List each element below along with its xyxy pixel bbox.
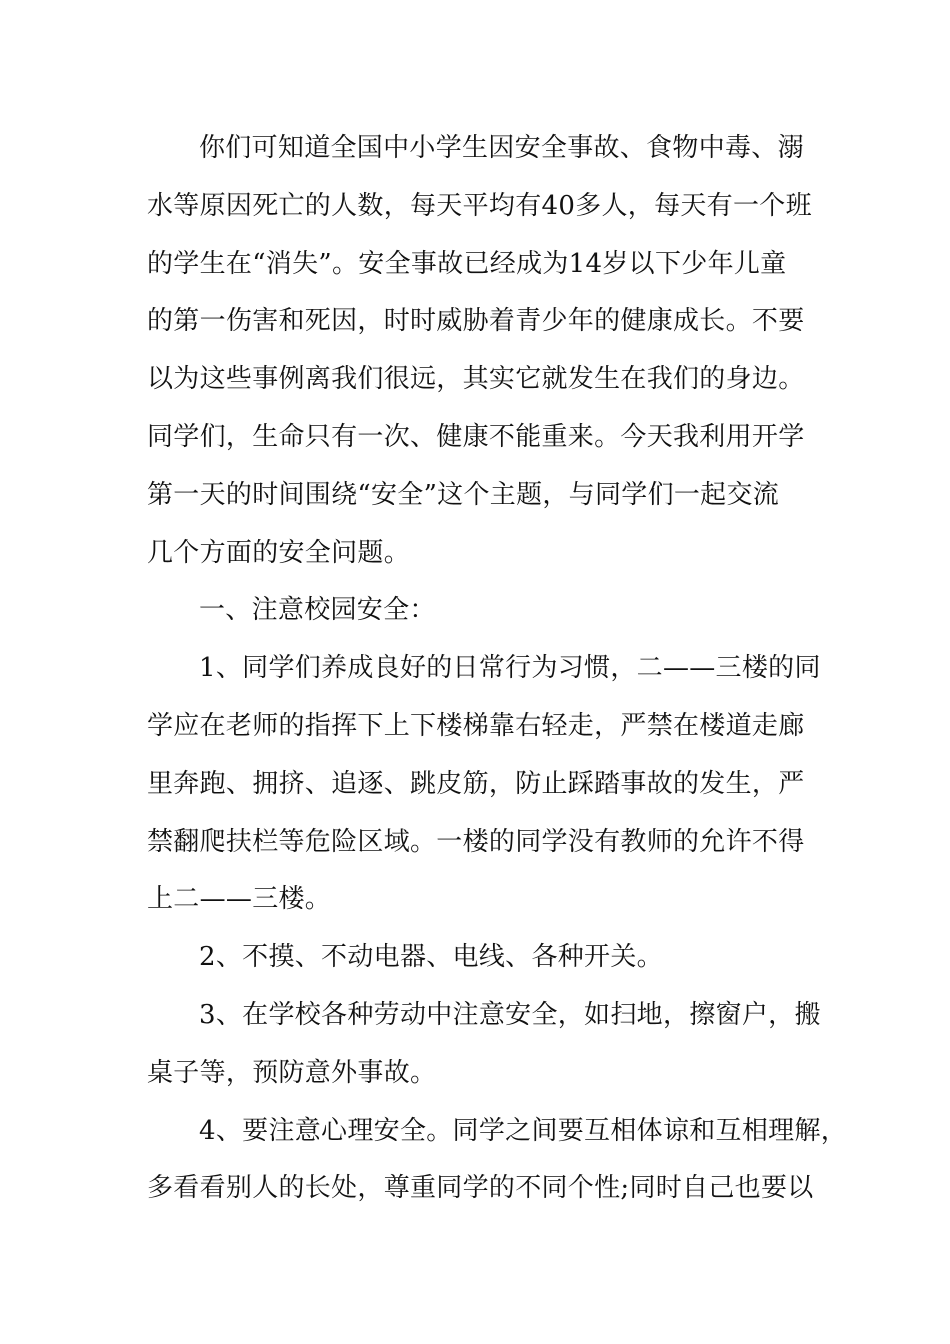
text-line: 同学们，生命只有一次、健康不能重来。今天我利用开学 [147, 421, 805, 452]
text-line: 的第一伤害和死因，时时威胁着青少年的健康成长。不要 [147, 306, 805, 337]
text-line: 几个方面的安全问题。 [147, 537, 411, 568]
text-line: 多看看别人的长处，尊重同学的不同个性;同时自己也要以 [147, 1173, 814, 1204]
text-line: 水等原因死亡的人数，每天平均有40多人，每天有一个班 [147, 190, 812, 221]
paragraph-intro [147, 120, 817, 582]
text-line: 2、不摸、不动电器、电线、各种开关。 [199, 942, 663, 973]
list-item-1 [147, 640, 821, 929]
text-line: 你们可知道全国中小学生因安全事故、食物中毒、溺 [199, 133, 804, 163]
text-line: 3、在学校各种劳动中注意安全，如扫地，擦窗户，搬 [199, 999, 821, 1030]
text-line: 桌子等，预防意外事故。 [147, 1057, 437, 1088]
text-line: 里奔跑、拥挤、追逐、跳皮筋，防止踩踏事故的发生，严 [147, 768, 805, 799]
text-line: 上二——三楼。 [147, 884, 332, 915]
text-line: 学应在老师的指挥下上下楼梯靠右轻走，严禁在楼道走廊 [147, 710, 805, 741]
list-item-3 [147, 987, 821, 1103]
heading-line: 一、注意校园安全： [199, 595, 436, 626]
text-line: 禁翻爬扶栏等危险区域。一楼的同学没有教师的允许不得 [147, 826, 805, 857]
text-line: 4、要注意心理安全。同学之间要互相体谅和互相理解， [199, 1115, 848, 1146]
list-item-2 [147, 929, 817, 987]
text-line: 第一天的时间围绕“安全”这个主题，与同学们一起交流 [147, 479, 780, 510]
list-item-4 [147, 1103, 848, 1219]
text-line: 以为这些事例离我们很远，其实它就发生在我们的身边。 [147, 364, 805, 395]
text-line: 的学生在“消失”。安全事故已经成为14岁以下少年儿童 [147, 248, 787, 279]
document-body [147, 120, 848, 1218]
section-heading [147, 582, 817, 640]
text-line: 1、同学们养成良好的日常行为习惯，二——三楼的同 [199, 653, 821, 684]
